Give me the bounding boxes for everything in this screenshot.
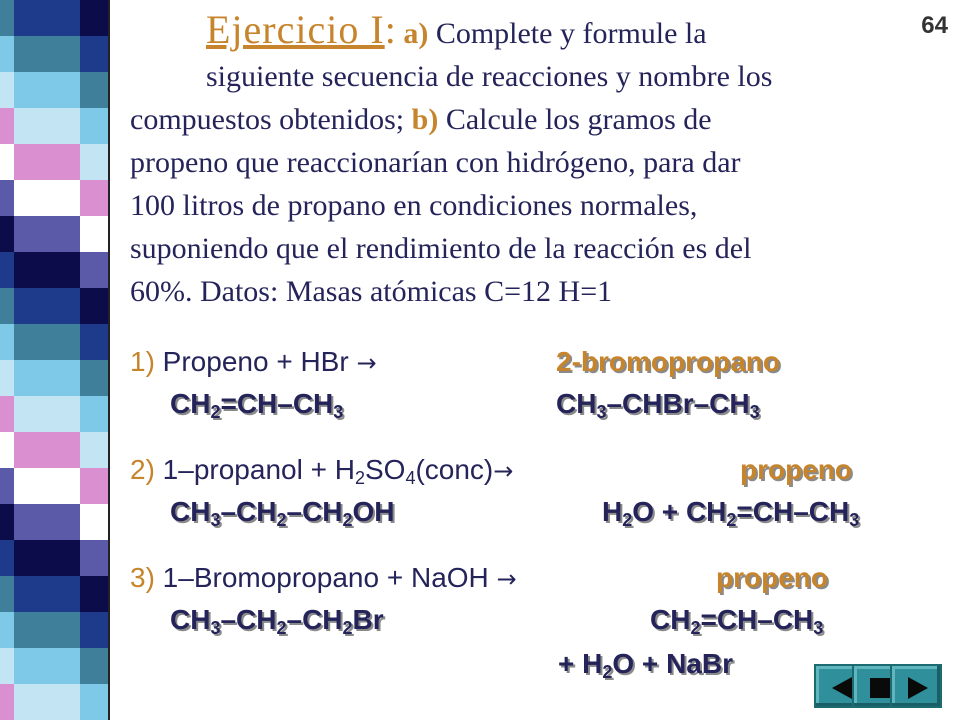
- reaction-2-reactants: 1–propanol + $H_2SO_4(conc)$: [154, 454, 494, 488]
- reaction-2-product: propeno: [740, 454, 852, 485]
- stripe-cell: [14, 540, 80, 576]
- stripe-row: [0, 36, 108, 72]
- stripe-row: [0, 540, 108, 576]
- reaction-2-formulas: [130, 496, 950, 536]
- reaction-2-formula-right: $H_2O + CH_2=CH-CH_3$: [602, 496, 860, 530]
- stripe-cell: [80, 36, 108, 72]
- stripe-cell: [80, 108, 108, 144]
- stripe-cell: [0, 72, 14, 108]
- stripe-cell: [80, 576, 108, 612]
- decorative-stripes: [0, 0, 108, 720]
- reaction-2-equation: [130, 454, 950, 494]
- problem-line-3-tail: Calcule los gramos de: [438, 103, 712, 136]
- reaction-1-formulas: [130, 388, 950, 428]
- stripe-cell: [14, 468, 80, 504]
- stripe-cell: [80, 540, 108, 576]
- stripe-cell: [14, 432, 80, 468]
- triangle-right-icon: [904, 675, 932, 701]
- stripe-row: [0, 0, 108, 36]
- reaction-1-formula-left: $CH_2=CH-CH_3$: [170, 388, 344, 422]
- stripe-cell: [80, 252, 108, 288]
- stripe-row: [0, 612, 108, 648]
- problem-line-3: [130, 98, 920, 141]
- stripe-cell: [14, 576, 80, 612]
- stripe-cell: [0, 144, 14, 180]
- reaction-1-equation: [130, 346, 950, 386]
- stripe-row: [0, 684, 108, 720]
- stripe-cell: [14, 252, 80, 288]
- stripe-row: [0, 324, 108, 360]
- stripe-cell: [0, 108, 14, 144]
- stripe-cell: [80, 432, 108, 468]
- stripe-cell: [80, 504, 108, 540]
- problem-line-4: propeno que reaccionarían con hidrógeno, para dar: [130, 146, 741, 179]
- slide-number: 64: [921, 12, 948, 39]
- stripe-cell: [0, 0, 14, 36]
- stripe-cell: [0, 252, 14, 288]
- problem-line-5: 100 litros de propano en condiciones normales,: [130, 189, 698, 222]
- stripe-cell: [14, 612, 80, 648]
- stripe-cell: [0, 36, 14, 72]
- stripe-cell: [14, 324, 80, 360]
- reaction-3-reactants: 1–Bromopropano + NaOH: [154, 562, 497, 593]
- stripe-cell: [14, 180, 80, 216]
- stripe-cell: [80, 360, 108, 396]
- stripe-cell: [0, 684, 14, 720]
- problem-line-2: siguiente secuencia de reacciones y nombre los: [206, 60, 773, 93]
- problem-statement: [130, 8, 920, 313]
- stripe-cell: [0, 648, 14, 684]
- stripe-cell: [80, 396, 108, 432]
- stripe-cell: [80, 288, 108, 324]
- part-a-label: a): [403, 17, 429, 50]
- stripe-row: [0, 432, 108, 468]
- reaction-3-formulas: [130, 604, 950, 644]
- stripe-cell: [0, 576, 14, 612]
- stripe-cell: [0, 432, 14, 468]
- reaction-3-equation: [130, 562, 950, 602]
- stripe-row: [0, 216, 108, 252]
- stripe-row: [0, 108, 108, 144]
- reaction-3-formula-right: $CH_2=CH-CH_3$: [650, 604, 824, 638]
- reaction-3-formula-left: $CH_3-CH_2-CH_2Br$: [170, 604, 384, 638]
- reaction-2-number: 2): [130, 454, 155, 485]
- stripe-cell: [80, 0, 108, 36]
- title-colon: :: [384, 7, 396, 52]
- reaction-2-formula-left: $CH_3-CH_2-CH_2OH$: [170, 496, 395, 530]
- stripe-cell: [80, 72, 108, 108]
- stripe-cell: [14, 288, 80, 324]
- stripe-cell: [0, 216, 14, 252]
- stripe-cell: [0, 468, 14, 504]
- stripe-row: [0, 396, 108, 432]
- arrow-icon: →: [493, 457, 514, 485]
- stripe-cell: [80, 648, 108, 684]
- stripe-cell: [0, 180, 14, 216]
- stripe-cell: [80, 216, 108, 252]
- reaction-1-product: 2-bromopropano: [556, 346, 780, 377]
- reaction-1-formula-right: $CH_3-CHBr-CH_3$: [556, 388, 760, 422]
- stripe-cell: [14, 144, 80, 180]
- stripe-row: [0, 648, 108, 684]
- problem-line-1-tail: Complete y formule la: [428, 17, 707, 50]
- stripe-cell: [0, 396, 14, 432]
- stripe-cell: [80, 612, 108, 648]
- stripe-cell: [14, 72, 80, 108]
- stripe-cell: [80, 684, 108, 720]
- stripe-row: [0, 72, 108, 108]
- stripe-row: [0, 576, 108, 612]
- stripe-row: [0, 288, 108, 324]
- stripe-cell: [14, 360, 80, 396]
- reaction-3-formula-right-2: + $H_2O$ + NaBr: [558, 648, 733, 682]
- stripe-cell: [80, 468, 108, 504]
- stripe-row: [0, 468, 108, 504]
- stripe-row: [0, 252, 108, 288]
- next-slide-button[interactable]: [890, 664, 942, 708]
- problem-line-3-start: compuestos obtenidos;: [130, 103, 412, 136]
- problem-line-6: suponiendo que el rendimiento de la reacción es del: [130, 232, 752, 265]
- reaction-1-number: 1): [130, 346, 155, 377]
- stripe-cell: [14, 216, 80, 252]
- stripe-cell: [80, 144, 108, 180]
- stripe-cell: [14, 684, 80, 720]
- stripe-cell: [14, 108, 80, 144]
- stripe-cell: [0, 504, 14, 540]
- stripe-cell: [0, 288, 14, 324]
- stripe-cell: [80, 180, 108, 216]
- problem-line-7: 60%. Datos: Masas atómicas C=12 H=1: [130, 275, 613, 308]
- arrow-icon: →: [496, 565, 517, 593]
- stripe-cell: [0, 612, 14, 648]
- stripe-cell: [0, 324, 14, 360]
- stripe-row: [0, 504, 108, 540]
- stripe-cell: [14, 0, 80, 36]
- stripe-cell: [14, 396, 80, 432]
- stripe-cell: [14, 648, 80, 684]
- stripe-cell: [0, 360, 14, 396]
- problem-line-1: [130, 8, 920, 55]
- part-b-label: b): [411, 103, 439, 136]
- stripe-cell: [0, 540, 14, 576]
- reaction-3-number: 3): [130, 562, 155, 593]
- arrow-icon: →: [356, 349, 377, 377]
- stripe-row: [0, 360, 108, 396]
- stripe-row: [0, 144, 108, 180]
- stripe-cell: [14, 504, 80, 540]
- stripe-cell: [14, 36, 80, 72]
- stripe-cell: [80, 324, 108, 360]
- stripe-row: [0, 180, 108, 216]
- stripe-divider: [108, 0, 110, 720]
- reaction-1-reactants: Propeno + HBr: [154, 346, 357, 377]
- exercise-title: Ejercicio I: [206, 7, 385, 52]
- reaction-3-product: propeno: [716, 562, 828, 593]
